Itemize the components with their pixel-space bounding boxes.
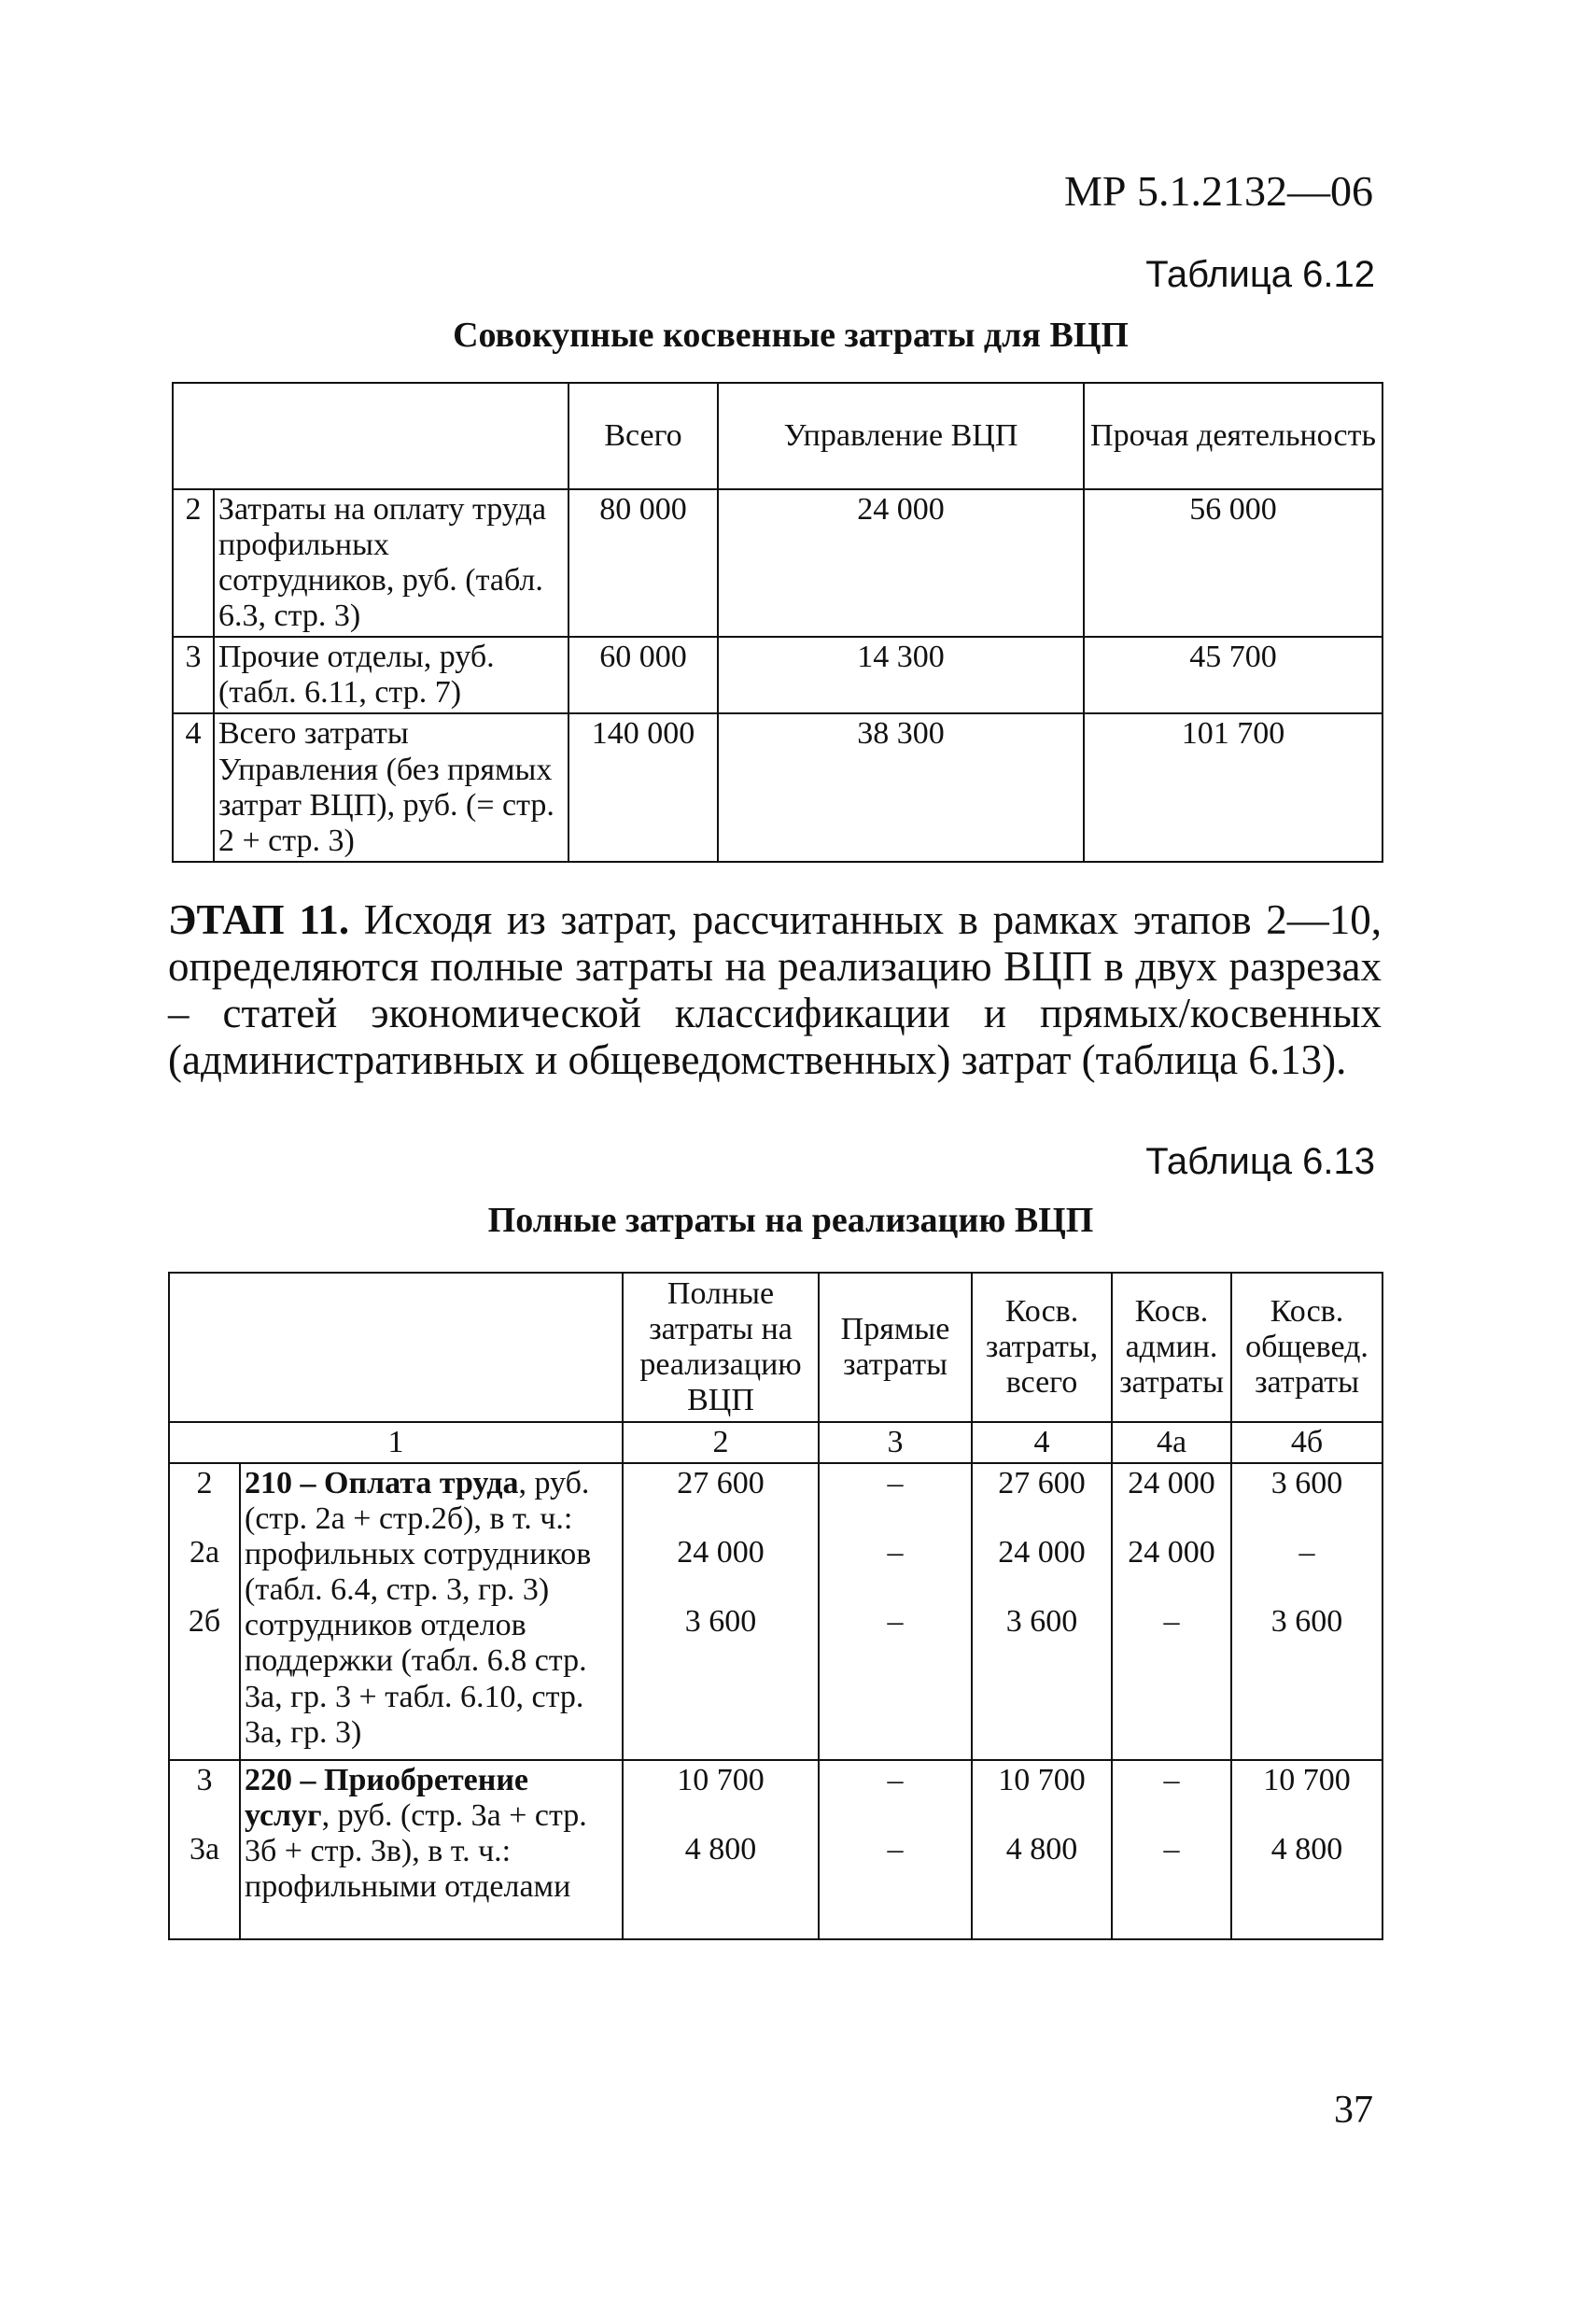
cell-direct: [819, 1760, 972, 1939]
cell-full: [623, 1760, 819, 1939]
row-label: [240, 1463, 623, 1760]
colnum: 4а: [1112, 1422, 1231, 1463]
cell-general: [1231, 1463, 1382, 1760]
row-label: Всего затраты Управления (без прямых затрат ВЦП), руб. (= стр. 2 + стр. 3): [214, 713, 568, 861]
value: 3 600: [684, 1604, 757, 1640]
value: 10 700: [1263, 1763, 1351, 1798]
table-row: [173, 637, 1382, 713]
row-number: 2б: [188, 1604, 221, 1640]
stage-11-text: Исходя из затрат, рассчитанных в рамках этапов 2—10, определяются полные затраты на реализацию ВЦП в двух разрезах – статей экономической классификации и прямых/косвенных (административных и общеведомственных) затрат (таблица 6.13).: [168, 896, 1382, 1083]
value: 3 600: [1005, 1604, 1078, 1640]
table2-header-direct: Прямые затраты: [819, 1273, 972, 1422]
cell-general: [1231, 1760, 1382, 1939]
value: 4 800: [1005, 1832, 1078, 1867]
table1-header-other: Прочая деятельность: [1084, 383, 1382, 489]
cell-full: [623, 1463, 819, 1760]
row-total: 80 000: [568, 489, 718, 637]
table2-header-full: Полные затраты на реализацию ВЦП: [623, 1273, 819, 1422]
page-number: 37: [1334, 2089, 1373, 2132]
row-total: 60 000: [568, 637, 718, 713]
row-number: 4: [173, 713, 214, 861]
document-code: МР 5.1.2132—06: [1064, 167, 1373, 215]
value: –: [1163, 1763, 1180, 1798]
row-number: 2: [196, 1466, 213, 1501]
table-6-12: [172, 382, 1383, 863]
table1-number: Таблица 6.12: [1145, 254, 1375, 295]
cell-indirect: [972, 1760, 1112, 1939]
value: –: [1163, 1832, 1180, 1867]
row-other: 56 000: [1084, 489, 1382, 637]
value: 27 600: [998, 1466, 1086, 1501]
table-row: [173, 489, 1382, 637]
cell-indirect: [972, 1463, 1112, 1760]
row-number: 3: [196, 1763, 213, 1798]
value: 4 800: [1270, 1832, 1343, 1867]
table2-colnum-row: [169, 1422, 1382, 1463]
row-numbers: [169, 1463, 240, 1760]
table1-header-empty: [173, 383, 568, 489]
value: –: [887, 1604, 904, 1640]
row-label-text: , руб. (стр. 2а + стр.2б), в т. ч.: профильных сотрудников (табл. 6.4, стр. 3, гр. 3) сотрудников отделов поддержки (табл. 6.8 стр. 3а, гр. 3 + табл. 6.10, стр. 3а, гр. 3): [245, 1466, 592, 1750]
row-label: Прочие отделы, руб. (табл. 6.11, стр. 7): [214, 637, 568, 713]
row-mgmt: 14 300: [718, 637, 1084, 713]
row-total: 140 000: [568, 713, 718, 861]
table2-header-empty: [169, 1273, 623, 1422]
stage-11-lead: ЭТАП 11.: [168, 896, 350, 943]
table-row: [169, 1463, 1382, 1760]
row-numbers: [169, 1760, 240, 1939]
table2-header-row: [169, 1273, 1382, 1422]
value: 10 700: [677, 1763, 765, 1798]
colnum: 3: [819, 1422, 972, 1463]
value: 3 600: [1270, 1604, 1343, 1640]
table1-header-mgmt: Управление ВЦП: [718, 383, 1084, 489]
value: 24 000: [1128, 1535, 1215, 1570]
row-number: 2: [173, 489, 214, 637]
table2-header-admin: Косв. админ. затраты: [1112, 1273, 1231, 1422]
row-label-bold: 220 – Приобретение услуг: [245, 1763, 529, 1834]
row-label: [240, 1760, 623, 1939]
colnum: 2: [623, 1422, 819, 1463]
row-number: 3а: [189, 1832, 220, 1867]
table-row: [173, 713, 1382, 861]
table-6-13: [168, 1272, 1383, 1940]
colnum: 1: [169, 1422, 623, 1463]
cell-direct: [819, 1463, 972, 1760]
table2-header-general: Косв. общевед. затраты: [1231, 1273, 1382, 1422]
row-mgmt: 24 000: [718, 489, 1084, 637]
cell-admin: [1112, 1760, 1231, 1939]
row-mgmt: 38 300: [718, 713, 1084, 861]
row-label-text: , руб. (стр. 3а + стр. 3б + стр. 3в), в т. ч.: профильными отделами: [245, 1798, 587, 1905]
row-number: 2а: [189, 1535, 220, 1570]
table1-title: Совокупные косвенные затраты для ВЦП: [453, 316, 1129, 355]
value: –: [887, 1535, 904, 1570]
row-number: 3: [173, 637, 214, 713]
row-other: 101 700: [1084, 713, 1382, 861]
value: –: [887, 1832, 904, 1867]
stage-11-paragraph: [168, 896, 1382, 1083]
value: 24 000: [998, 1535, 1086, 1570]
table2-header-indirect: Косв. затраты, всего: [972, 1273, 1112, 1422]
table1-header-total: Всего: [568, 383, 718, 489]
row-label-bold: 210 – Оплата труда: [245, 1466, 519, 1501]
table2-number: Таблица 6.13: [1145, 1141, 1375, 1182]
value: 3 600: [1270, 1466, 1343, 1501]
table2-title: Полные затраты на реализацию ВЦП: [487, 1201, 1094, 1240]
value: –: [887, 1466, 904, 1501]
row-label: Затраты на оплату труда профильных сотрудников, руб. (табл. 6.3, стр. 3): [214, 489, 568, 637]
cell-admin: [1112, 1463, 1231, 1760]
value: –: [1163, 1604, 1180, 1640]
value: –: [1298, 1535, 1315, 1570]
table-row: [169, 1760, 1382, 1939]
table1-header-row: [173, 383, 1382, 489]
value: 4 800: [684, 1832, 757, 1867]
row-other: 45 700: [1084, 637, 1382, 713]
value: –: [887, 1763, 904, 1798]
colnum: 4б: [1231, 1422, 1382, 1463]
colnum: 4: [972, 1422, 1112, 1463]
value: 24 000: [677, 1535, 765, 1570]
value: 24 000: [1128, 1466, 1215, 1501]
value: 27 600: [677, 1466, 765, 1501]
value: 10 700: [998, 1763, 1086, 1798]
